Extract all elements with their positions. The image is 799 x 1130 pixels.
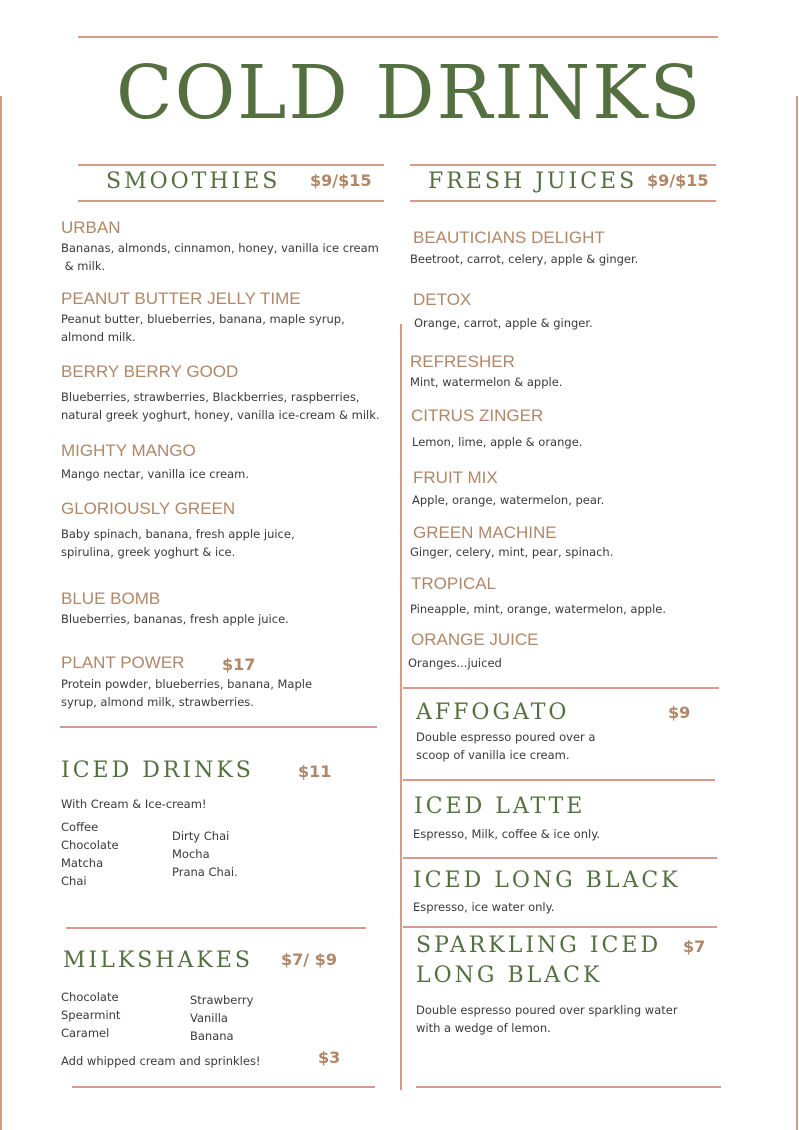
juice-desc: Ginger, celery, mint, pear, spinach. (410, 545, 614, 559)
milkshakes-extra: Add whipped cream and sprinkles! (61, 1054, 261, 1068)
list-item: Coffee (61, 820, 99, 834)
affogato-desc: Double espresso poured over a scoop of vanilla ice cream. (416, 730, 596, 762)
right-edge-rule (796, 96, 798, 1130)
center-divider (400, 324, 402, 1090)
smoothie-desc: Baby spinach, banana, fresh apple juice, spirulina, greek yoghurt & ice. (61, 527, 295, 559)
iced-long-black-heading: ICED LONG BLACK (413, 868, 681, 893)
affogato-rule (403, 687, 719, 689)
juices-heading: FRESH JUICES (428, 169, 638, 194)
affogato-price: $9 (668, 703, 691, 722)
smoothie-desc: Blueberries, strawberries, Blackberries, raspberries, natural greek yoghurt, honey, vanilla ice-cream & milk. (61, 390, 380, 422)
list-item: Vanilla (190, 1011, 228, 1025)
list-item: Prana Chai. (172, 865, 238, 879)
iced-latte-heading: ICED LATTE (414, 794, 586, 819)
smoothie-desc: Blueberries, bananas, fresh apple juice. (61, 612, 289, 626)
list-item: Strawberry (190, 993, 254, 1007)
iced-latte-desc: Espresso, Milk, coffee & ice only. (413, 827, 601, 841)
juice-name: GREEN MACHINE (413, 523, 557, 542)
smoothie-name: BERRY BERRY GOOD (61, 362, 239, 381)
milkshakes-list-1 (61, 988, 120, 1042)
juice-name: DETOX (413, 290, 472, 309)
milkshakes-heading: MILKSHAKES (63, 948, 253, 973)
smoothie-desc: Peanut butter, blueberries, banana, maple syrup, almond milk. (61, 312, 345, 344)
list-item: Banana (190, 1029, 234, 1043)
smoothie-name: PLANT POWER (61, 653, 185, 672)
iced-drinks-note: With Cream & Ice-cream! (61, 797, 207, 811)
juice-name: TROPICAL (411, 574, 497, 593)
smoothie-desc: Bananas, almonds, cinnamon, honey, vanilla ice cream & milk. (61, 241, 379, 273)
list-item: Dirty Chai (172, 829, 230, 843)
milkshakes-price: $7/ $9 (281, 950, 337, 969)
list-item: Chocolate (61, 838, 119, 852)
list-item: Chai (61, 874, 87, 888)
list-item: Mocha (172, 847, 210, 861)
smoothies-price: $9/$15 (310, 171, 372, 190)
smoothies-heading: SMOOTHIES (106, 169, 281, 194)
list-item: Chocolate (61, 990, 119, 1004)
plant-power-price: $17 (222, 655, 256, 674)
smoothie-name: URBAN (61, 218, 121, 237)
juice-name: FRUIT MIX (413, 468, 498, 487)
sparkling-end-rule (416, 1086, 721, 1088)
sparkling-heading-line2: LONG BLACK (416, 963, 603, 988)
juice-desc: Beetroot, carrot, celery, apple & ginger. (410, 252, 639, 266)
sparkling-heading-line1: SPARKLING ICED (416, 933, 662, 958)
juice-name: ORANGE JUICE (411, 630, 539, 649)
smoothies-rule-top (78, 164, 384, 166)
juice-desc: Orange, carrot, apple & ginger. (414, 316, 593, 330)
affogato-heading: AFFOGATO (416, 700, 570, 725)
smoothie-name: MIGHTY MANGO (61, 441, 196, 460)
top-rule (78, 36, 718, 38)
smoothie-desc: Protein powder, blueberries, banana, Maple syrup, almond milk, strawberries. (61, 677, 313, 709)
juice-desc: Pineapple, mint, orange, watermelon, apple. (410, 602, 667, 616)
milkshakes-end-rule (72, 1086, 375, 1088)
iced-long-black-rule (403, 857, 717, 859)
left-edge-rule (0, 96, 2, 1130)
page-title: COLD DRINKS (116, 50, 703, 136)
smoothie-name: PEANUT BUTTER JELLY TIME (61, 289, 301, 308)
juices-rule-bottom (410, 200, 716, 202)
iced-latte-rule (403, 779, 715, 781)
iced-drinks-list-2 (172, 827, 238, 881)
juice-name: CITRUS ZINGER (411, 406, 544, 425)
iced-drinks-end-rule (66, 927, 366, 929)
smoothies-end-rule (60, 726, 377, 728)
iced-drinks-heading: ICED DRINKS (61, 758, 254, 783)
list-item: Spearmint (61, 1008, 121, 1022)
list-item: Matcha (61, 856, 104, 870)
sparkling-rule (403, 926, 717, 928)
smoothie-desc: Mango nectar, vanilla ice cream. (61, 467, 249, 481)
sparkling-price: $7 (683, 937, 706, 956)
juice-desc: Oranges...juiced (408, 656, 502, 670)
juices-price: $9/$15 (647, 171, 709, 190)
milkshakes-extra-price: $3 (318, 1048, 341, 1067)
iced-drinks-list-1 (61, 818, 119, 890)
juice-desc: Apple, orange, watermelon, pear. (412, 493, 605, 507)
iced-drinks-price: $11 (298, 762, 332, 781)
juice-desc: Mint, watermelon & apple. (410, 375, 563, 389)
sparkling-desc: Double espresso poured over sparkling water with a wedge of lemon. (416, 1003, 678, 1035)
smoothies-rule-bottom (78, 200, 384, 202)
milkshakes-list-2 (190, 991, 253, 1045)
juice-name: BEAUTICIANS DELIGHT (413, 228, 605, 247)
juices-rule-top (410, 164, 716, 166)
iced-long-black-desc: Espresso, ice water only. (413, 900, 555, 914)
list-item: Caramel (61, 1026, 110, 1040)
juice-name: REFRESHER (410, 352, 515, 371)
smoothie-name: BLUE BOMB (61, 589, 161, 608)
juice-desc: Lemon, lime, apple & orange. (412, 435, 583, 449)
smoothie-name: GLORIOUSLY GREEN (61, 499, 236, 518)
